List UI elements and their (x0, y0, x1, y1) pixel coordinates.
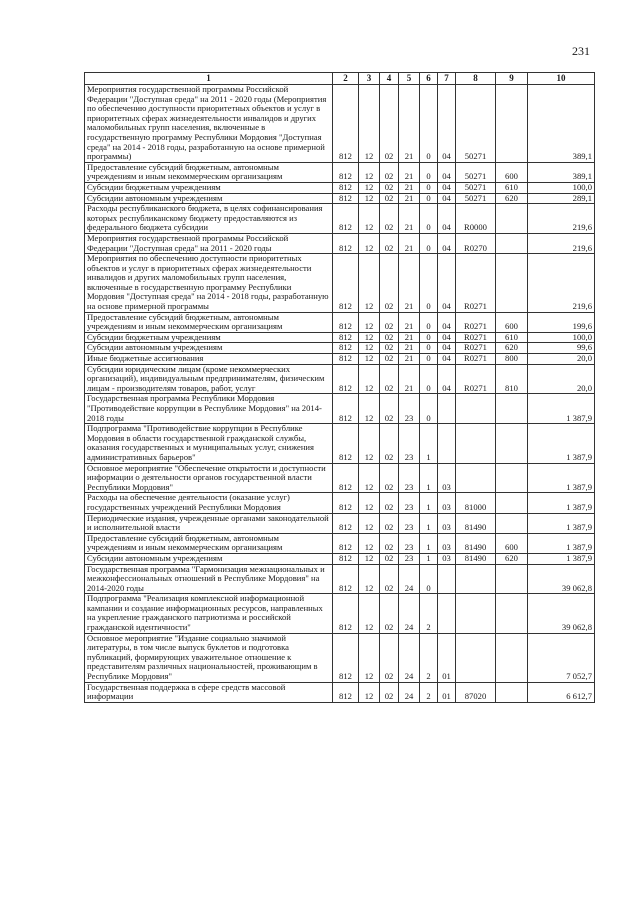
expense-type-cell (496, 493, 528, 513)
expense-type-cell: 810 (496, 364, 528, 394)
row-name-cell: Основное мероприятие "Издание социально значимой литературы, в том числе выпуск буклетов и подготовка публикаций, формирующих уважительное отношение к представителям различных национальностей, проживающим в Республике Мордовия" (85, 633, 333, 682)
event-code-cell: 04 (438, 85, 456, 163)
column-header: 3 (359, 73, 380, 85)
table-row (85, 85, 595, 163)
subprogram-code-cell: 2 (420, 594, 438, 633)
expense-type-cell: 600 (496, 162, 528, 182)
program-code-cell: 21 (399, 254, 420, 313)
subprogram-code-cell: 0 (420, 312, 438, 332)
program-code-cell: 23 (399, 424, 420, 463)
event-code-cell: 03 (438, 553, 456, 564)
row-name-cell: Субсидии автономным учреждениям (85, 553, 333, 564)
subsection-code-cell: 02 (380, 533, 399, 553)
subsection-code-cell: 02 (380, 394, 399, 424)
subsection-code-cell: 02 (380, 85, 399, 163)
event-code-cell: 04 (438, 182, 456, 193)
table-row (85, 594, 595, 633)
target-code-cell (456, 564, 496, 594)
program-code-cell: 24 (399, 594, 420, 633)
amount-cell: 39 062,8 (528, 594, 595, 633)
event-code-cell: 03 (438, 463, 456, 493)
program-code-cell: 24 (399, 564, 420, 594)
subsection-code-cell: 02 (380, 553, 399, 564)
row-name-cell: Субсидии юридическим лицам (кроме некоммерческих организаций), индивидуальным предпринимателям, физическим лицам - производителям товаров, работ, услуг (85, 364, 333, 394)
event-code-cell: 04 (438, 254, 456, 313)
program-code-cell: 24 (399, 633, 420, 682)
subprogram-code-cell: 0 (420, 394, 438, 424)
gr-code-cell: 812 (333, 682, 359, 702)
table-row (85, 564, 595, 594)
amount-cell: 1 387,9 (528, 493, 595, 513)
expense-type-cell (496, 424, 528, 463)
program-code-cell: 23 (399, 394, 420, 424)
target-code-cell: R0271 (456, 364, 496, 394)
amount-cell: 99,6 (528, 343, 595, 354)
gr-code-cell: 812 (333, 493, 359, 513)
column-header: 5 (399, 73, 420, 85)
section-code-cell: 12 (359, 204, 380, 234)
column-header: 7 (438, 73, 456, 85)
target-code-cell: 81490 (456, 533, 496, 553)
row-name-cell: Периодические издания, учрежденные органами законодательной и исполнительной власти (85, 513, 333, 533)
program-code-cell: 23 (399, 513, 420, 533)
subsection-code-cell: 02 (380, 633, 399, 682)
section-code-cell: 12 (359, 633, 380, 682)
row-name-cell: Подпрограмма "Реализация комплексной информационной кампании и создание информационных ресурсов, направленных на укрепление гражданского патриотизма и российской гражданской идентичности" (85, 594, 333, 633)
amount-cell: 289,1 (528, 193, 595, 204)
program-code-cell: 23 (399, 463, 420, 493)
event-code-cell (438, 564, 456, 594)
amount-cell: 100,0 (528, 332, 595, 343)
program-code-cell: 21 (399, 85, 420, 163)
subsection-code-cell: 02 (380, 254, 399, 313)
subsection-code-cell: 02 (380, 233, 399, 253)
amount-cell: 100,0 (528, 182, 595, 193)
table-row (85, 513, 595, 533)
gr-code-cell: 812 (333, 553, 359, 564)
subprogram-code-cell: 0 (420, 233, 438, 253)
subprogram-code-cell: 1 (420, 463, 438, 493)
amount-cell: 39 062,8 (528, 564, 595, 594)
table-row (85, 162, 595, 182)
gr-code-cell: 812 (333, 332, 359, 343)
target-code-cell (456, 424, 496, 463)
target-code-cell: R0271 (456, 312, 496, 332)
expense-type-cell: 800 (496, 354, 528, 365)
subsection-code-cell: 02 (380, 312, 399, 332)
row-name-cell: Субсидии бюджетным учреждениям (85, 332, 333, 343)
target-code-cell: 50271 (456, 182, 496, 193)
row-name-cell: Мероприятия по обеспечению доступности приоритетных объектов и услуг в приоритетных сферах жизнедеятельности инвалидов и других маломобильных групп населения, включенные в государственную программу Республики Мордовия "Доступная среда" на 2014 - 2018 годы, разработанную на основе примерной программы (85, 254, 333, 313)
row-name-cell: Субсидии автономным учреждениям (85, 343, 333, 354)
gr-code-cell: 812 (333, 594, 359, 633)
section-code-cell: 12 (359, 463, 380, 493)
event-code-cell (438, 424, 456, 463)
gr-code-cell: 812 (333, 633, 359, 682)
amount-cell: 389,1 (528, 85, 595, 163)
expense-type-cell: 620 (496, 553, 528, 564)
row-name-cell: Подпрограмма "Противодействие коррупции в Республике Мордовия в области государственной гражданской службы, оказания государственных и муниципальных услуг, снижения административных барьеров" (85, 424, 333, 463)
section-code-cell: 12 (359, 513, 380, 533)
target-code-cell: 87020 (456, 682, 496, 702)
expense-type-cell (496, 633, 528, 682)
event-code-cell: 04 (438, 364, 456, 394)
subsection-code-cell: 02 (380, 343, 399, 354)
subsection-code-cell: 02 (380, 364, 399, 394)
subsection-code-cell: 02 (380, 162, 399, 182)
amount-cell: 219,6 (528, 233, 595, 253)
expense-type-cell (496, 463, 528, 493)
row-name-cell: Субсидии бюджетным учреждениям (85, 182, 333, 193)
section-code-cell: 12 (359, 332, 380, 343)
event-code-cell: 01 (438, 633, 456, 682)
amount-cell: 199,6 (528, 312, 595, 332)
event-code-cell: 01 (438, 682, 456, 702)
gr-code-cell: 812 (333, 533, 359, 553)
section-code-cell: 12 (359, 162, 380, 182)
program-code-cell: 21 (399, 343, 420, 354)
gr-code-cell: 812 (333, 85, 359, 163)
event-code-cell: 03 (438, 493, 456, 513)
amount-cell: 7 052,7 (528, 633, 595, 682)
gr-code-cell: 812 (333, 182, 359, 193)
section-code-cell: 12 (359, 254, 380, 313)
target-code-cell: 81490 (456, 553, 496, 564)
gr-code-cell: 812 (333, 162, 359, 182)
amount-cell: 1 387,9 (528, 533, 595, 553)
gr-code-cell: 812 (333, 254, 359, 313)
table-row (85, 424, 595, 463)
row-name-cell: Субсидии автономным учреждениям (85, 193, 333, 204)
subprogram-code-cell: 0 (420, 162, 438, 182)
expense-type-cell (496, 594, 528, 633)
target-code-cell: R0271 (456, 354, 496, 365)
row-name-cell: Мероприятия государственной программы Российской Федерации "Доступная среда" на 2011 - 2020 годы (Мероприятия по обеспечению доступности приоритетных объектов и услуг в приоритетных сферах жизнедеятельности инвалидов и других маломобильных групп населения, включенные в государственную программу Республики Мордовия "Доступная среда" на 2014 - 2018 годы, разработанную на основе примерной программы) (85, 85, 333, 163)
amount-cell: 6 612,7 (528, 682, 595, 702)
subsection-code-cell: 02 (380, 513, 399, 533)
row-name-cell: Предоставление субсидий бюджетным, автономным учреждениям и иным некоммерческим организациям (85, 533, 333, 553)
subprogram-code-cell: 0 (420, 85, 438, 163)
subsection-code-cell: 02 (380, 354, 399, 365)
program-code-cell: 21 (399, 354, 420, 365)
amount-cell: 1 387,9 (528, 513, 595, 533)
section-code-cell: 12 (359, 424, 380, 463)
column-header: 4 (380, 73, 399, 85)
expense-type-cell (496, 564, 528, 594)
subprogram-code-cell: 0 (420, 354, 438, 365)
section-code-cell: 12 (359, 233, 380, 253)
table-row (85, 364, 595, 394)
table-row (85, 493, 595, 513)
gr-code-cell: 812 (333, 354, 359, 365)
subsection-code-cell: 02 (380, 463, 399, 493)
expense-type-cell: 610 (496, 332, 528, 343)
target-code-cell (456, 463, 496, 493)
program-code-cell: 21 (399, 233, 420, 253)
column-header: 1 (85, 73, 333, 85)
expense-type-cell: 620 (496, 193, 528, 204)
subprogram-code-cell: 0 (420, 564, 438, 594)
program-code-cell: 23 (399, 533, 420, 553)
gr-code-cell: 812 (333, 364, 359, 394)
row-name-cell: Иные бюджетные ассигнования (85, 354, 333, 365)
row-name-cell: Предоставление субсидий бюджетным, автономным учреждениям и иным некоммерческим организациям (85, 162, 333, 182)
amount-cell: 20,0 (528, 354, 595, 365)
section-code-cell: 12 (359, 85, 380, 163)
program-code-cell: 21 (399, 204, 420, 234)
expense-type-cell: 620 (496, 343, 528, 354)
event-code-cell: 03 (438, 513, 456, 533)
expense-type-cell (496, 394, 528, 424)
target-code-cell: 50271 (456, 162, 496, 182)
subprogram-code-cell: 0 (420, 182, 438, 193)
subprogram-code-cell: 0 (420, 364, 438, 394)
subprogram-code-cell: 1 (420, 513, 438, 533)
program-code-cell: 21 (399, 332, 420, 343)
event-code-cell (438, 594, 456, 633)
table-row (85, 254, 595, 313)
row-name-cell: Государственная программа "Гармонизация межнациональных и межконфессиональных отношений в Республике Мордовия" на 2014-2020 годы (85, 564, 333, 594)
target-code-cell: 50271 (456, 85, 496, 163)
column-header: 6 (420, 73, 438, 85)
subsection-code-cell: 02 (380, 332, 399, 343)
section-code-cell: 12 (359, 343, 380, 354)
program-code-cell: 23 (399, 553, 420, 564)
subprogram-code-cell: 0 (420, 332, 438, 343)
expense-type-cell (496, 513, 528, 533)
expense-type-cell (496, 682, 528, 702)
table-row (85, 553, 595, 564)
gr-code-cell: 812 (333, 312, 359, 332)
target-code-cell (456, 633, 496, 682)
expense-type-cell: 610 (496, 182, 528, 193)
target-code-cell: 50271 (456, 193, 496, 204)
expense-type-cell (496, 254, 528, 313)
expense-type-cell (496, 85, 528, 163)
event-code-cell: 04 (438, 332, 456, 343)
target-code-cell: R0000 (456, 204, 496, 234)
subsection-code-cell: 02 (380, 193, 399, 204)
target-code-cell (456, 594, 496, 633)
table-row (85, 633, 595, 682)
subsection-code-cell: 02 (380, 493, 399, 513)
expense-type-cell: 600 (496, 533, 528, 553)
table-row (85, 343, 595, 354)
section-code-cell: 12 (359, 553, 380, 564)
subsection-code-cell: 02 (380, 182, 399, 193)
subsection-code-cell: 02 (380, 682, 399, 702)
amount-cell: 1 387,9 (528, 394, 595, 424)
table-row (85, 332, 595, 343)
program-code-cell: 21 (399, 193, 420, 204)
section-code-cell: 12 (359, 594, 380, 633)
amount-cell: 1 387,9 (528, 553, 595, 564)
section-code-cell: 12 (359, 394, 380, 424)
subsection-code-cell: 02 (380, 204, 399, 234)
table-row (85, 204, 595, 234)
subprogram-code-cell: 0 (420, 343, 438, 354)
amount-cell: 389,1 (528, 162, 595, 182)
section-code-cell: 12 (359, 493, 380, 513)
expense-type-cell: 600 (496, 312, 528, 332)
subsection-code-cell: 02 (380, 564, 399, 594)
event-code-cell: 04 (438, 193, 456, 204)
section-code-cell: 12 (359, 312, 380, 332)
row-name-cell: Государственная поддержка в сфере средств массовой информации (85, 682, 333, 702)
program-code-cell: 21 (399, 364, 420, 394)
row-name-cell: Расходы республиканского бюджета, в целях софинансирования которых республиканскому бюджету предоставляются из федерального бюджета субсидии (85, 204, 333, 234)
subprogram-code-cell: 1 (420, 493, 438, 513)
table-row (85, 463, 595, 493)
target-code-cell: R0271 (456, 254, 496, 313)
column-header: 10 (528, 73, 595, 85)
program-code-cell: 24 (399, 682, 420, 702)
table-row (85, 193, 595, 204)
subprogram-code-cell: 1 (420, 424, 438, 463)
expense-type-cell (496, 204, 528, 234)
event-code-cell: 04 (438, 312, 456, 332)
gr-code-cell: 812 (333, 513, 359, 533)
table-row (85, 312, 595, 332)
subsection-code-cell: 02 (380, 424, 399, 463)
program-code-cell: 21 (399, 182, 420, 193)
budget-table (84, 72, 595, 703)
gr-code-cell: 812 (333, 564, 359, 594)
row-name-cell: Основное мероприятие "Обеспечение открытости и доступности информации о деятельности органов государственной власти Республики Мордовия" (85, 463, 333, 493)
subprogram-code-cell: 2 (420, 633, 438, 682)
table-row (85, 394, 595, 424)
table-row (85, 233, 595, 253)
amount-cell: 219,6 (528, 254, 595, 313)
section-code-cell: 12 (359, 182, 380, 193)
event-code-cell: 04 (438, 354, 456, 365)
section-code-cell: 12 (359, 193, 380, 204)
amount-cell: 1 387,9 (528, 463, 595, 493)
event-code-cell: 04 (438, 204, 456, 234)
column-header: 8 (456, 73, 496, 85)
event-code-cell: 04 (438, 343, 456, 354)
section-code-cell: 12 (359, 354, 380, 365)
target-code-cell: 81000 (456, 493, 496, 513)
subprogram-code-cell: 0 (420, 193, 438, 204)
subprogram-code-cell: 0 (420, 254, 438, 313)
amount-cell: 219,6 (528, 204, 595, 234)
column-header: 9 (496, 73, 528, 85)
gr-code-cell: 812 (333, 424, 359, 463)
event-code-cell (438, 394, 456, 424)
event-code-cell: 04 (438, 233, 456, 253)
subprogram-code-cell: 1 (420, 533, 438, 553)
amount-cell: 20,0 (528, 364, 595, 394)
gr-code-cell: 812 (333, 193, 359, 204)
program-code-cell: 23 (399, 493, 420, 513)
amount-cell: 1 387,9 (528, 424, 595, 463)
subprogram-code-cell: 2 (420, 682, 438, 702)
target-code-cell: R0271 (456, 332, 496, 343)
subprogram-code-cell: 1 (420, 553, 438, 564)
section-code-cell: 12 (359, 564, 380, 594)
row-name-cell: Расходы на обеспечение деятельности (оказание услуг) государственных учреждений Республики Мордовия (85, 493, 333, 513)
table-header-row (85, 73, 595, 85)
section-code-cell: 12 (359, 533, 380, 553)
gr-code-cell: 812 (333, 394, 359, 424)
row-name-cell: Государственная программа Республики Мордовия "Противодействие коррупции в Республике Мордовия" на 2014-2018 годы (85, 394, 333, 424)
section-code-cell: 12 (359, 364, 380, 394)
event-code-cell: 04 (438, 162, 456, 182)
column-header: 2 (333, 73, 359, 85)
table-row (85, 533, 595, 553)
gr-code-cell: 812 (333, 204, 359, 234)
program-code-cell: 21 (399, 312, 420, 332)
page-number: 231 (572, 44, 590, 58)
table-row (85, 682, 595, 702)
event-code-cell: 03 (438, 533, 456, 553)
program-code-cell: 21 (399, 162, 420, 182)
target-code-cell (456, 394, 496, 424)
target-code-cell: R0270 (456, 233, 496, 253)
row-name-cell: Мероприятия государственной программы Российской Федерации "Доступная среда" на 2011 - 2020 годы (85, 233, 333, 253)
section-code-cell: 12 (359, 682, 380, 702)
expense-type-cell (496, 233, 528, 253)
target-code-cell: R0271 (456, 343, 496, 354)
subprogram-code-cell: 0 (420, 204, 438, 234)
gr-code-cell: 812 (333, 463, 359, 493)
row-name-cell: Предоставление субсидий бюджетным, автономным учреждениям и иным некоммерческим организациям (85, 312, 333, 332)
gr-code-cell: 812 (333, 233, 359, 253)
gr-code-cell: 812 (333, 343, 359, 354)
subsection-code-cell: 02 (380, 594, 399, 633)
table-row (85, 182, 595, 193)
target-code-cell: 81490 (456, 513, 496, 533)
table-row (85, 354, 595, 365)
